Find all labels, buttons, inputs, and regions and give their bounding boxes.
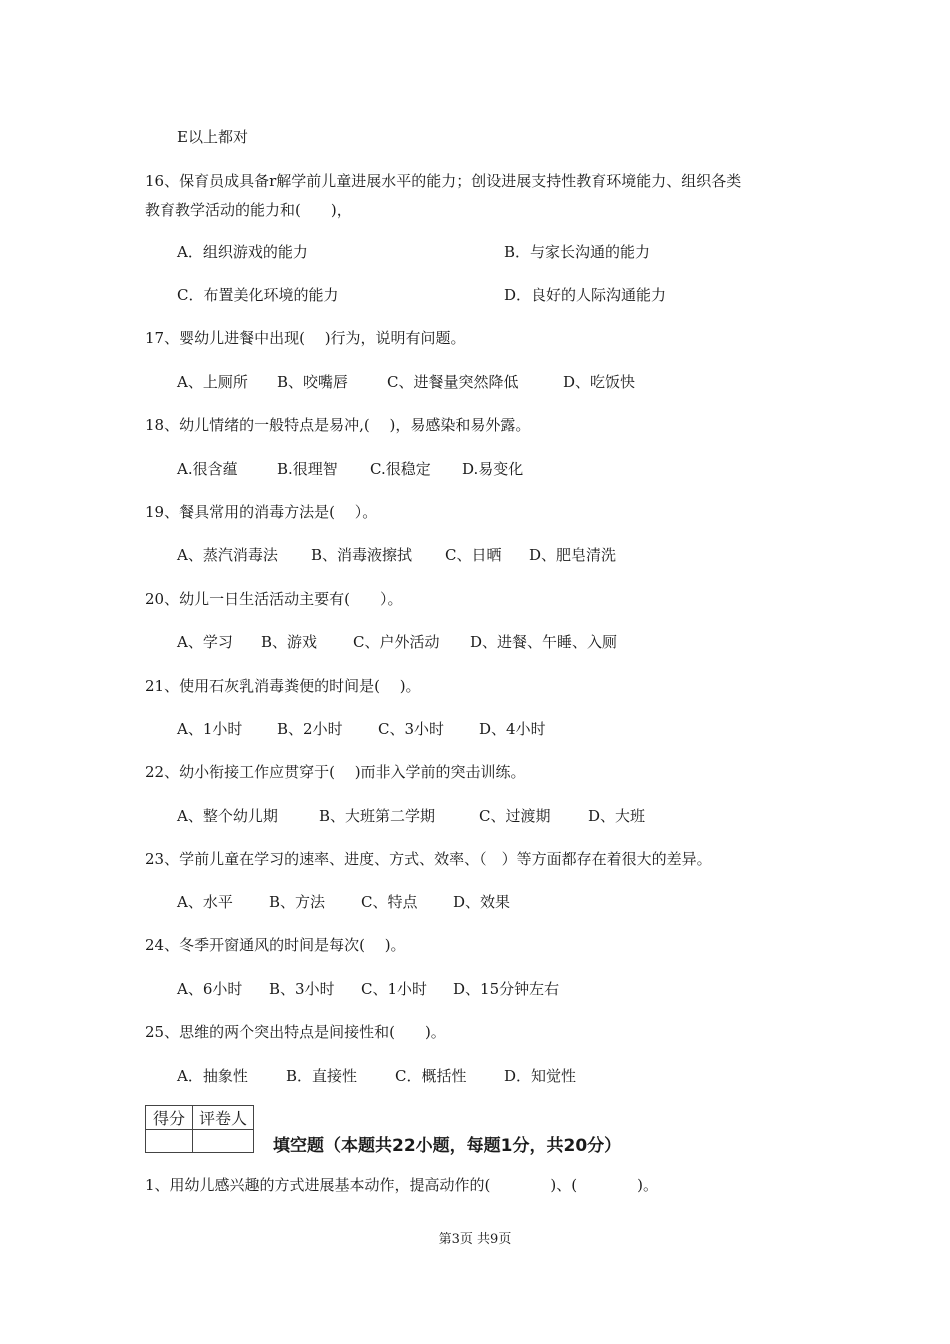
q16-option-b: B．与家长沟通的能力 bbox=[504, 243, 651, 261]
q18-option-a: A.很含蕴 bbox=[177, 460, 238, 478]
option-e: E以上都对 bbox=[177, 128, 248, 146]
q22-option-d: D、大班 bbox=[588, 807, 646, 825]
q22-option-c: C、过渡期 bbox=[479, 807, 551, 825]
q22-option-a: A、整个幼儿期 bbox=[177, 807, 278, 825]
q22-option-b: B、大班第二学期 bbox=[319, 807, 436, 825]
grader-label: 评卷人 bbox=[193, 1106, 254, 1130]
question-18-stem: 18、幼儿情绪的一般特点是易冲,( )，易感染和易外露。 bbox=[145, 416, 531, 434]
q23-option-a: A、水平 bbox=[177, 893, 233, 911]
q17-option-a: A、上厕所 bbox=[177, 373, 248, 391]
q17-option-c: C、进餐量突然降低 bbox=[387, 373, 519, 391]
q20-option-d: D、进餐、午睡、入厕 bbox=[470, 633, 618, 651]
q16-option-a: A．组织游戏的能力 bbox=[177, 243, 308, 261]
question-23-stem: 23、学前儿童在学习的速率、进度、方式、效率、（ ）等方面都存在着很大的差异。 bbox=[145, 850, 712, 868]
question-25-stem: 25、思维的两个突出特点是间接性和( )。 bbox=[145, 1023, 446, 1041]
question-16-stem: 16、保育员成具备r解学前儿童进展水平的能力；创设进展支持性教育环境能力、组织各类 bbox=[145, 172, 742, 190]
grader-cell bbox=[193, 1130, 254, 1153]
q16-option-c: C．布置美化环境的能力 bbox=[177, 286, 339, 304]
section-title: 填空题（本题共22小题，每题1分，共20分） bbox=[273, 1136, 622, 1156]
q19-option-a: A、蒸汽消毒法 bbox=[177, 546, 278, 564]
question-17-stem: 17、婴幼儿进餐中出现( )行为，说明有问题。 bbox=[145, 329, 466, 347]
score-cell bbox=[146, 1130, 193, 1153]
q24-option-a: A、6小时 bbox=[177, 980, 243, 998]
question-21-stem: 21、使用石灰乳消毒粪便的时间是( )。 bbox=[145, 677, 421, 695]
q17-option-b: B、咬嘴唇 bbox=[277, 373, 349, 391]
q21-option-b: B、2小时 bbox=[277, 720, 343, 738]
q23-option-d: D、效果 bbox=[453, 893, 511, 911]
q18-option-c: C.很稳定 bbox=[370, 460, 431, 478]
question-24-stem: 24、冬季开窗通风的时间是每次( )。 bbox=[145, 936, 406, 954]
page-footer: 第3页 共9页 bbox=[438, 1232, 512, 1247]
q19-option-b: B、消毒液擦拭 bbox=[311, 546, 413, 564]
q23-option-c: C、特点 bbox=[361, 893, 418, 911]
q25-option-c: C．概括性 bbox=[395, 1067, 467, 1085]
q21-option-a: A、1小时 bbox=[177, 720, 243, 738]
q24-option-c: C、1小时 bbox=[361, 980, 428, 998]
q25-option-d: D．知觉性 bbox=[504, 1067, 577, 1085]
question-16-stem-cont: 教育教学活动的能力和( )， bbox=[145, 201, 352, 219]
q20-option-b: B、游戏 bbox=[261, 633, 318, 651]
q18-option-b: B.很理智 bbox=[277, 460, 338, 478]
q18-option-d: D.易变化 bbox=[462, 460, 524, 478]
q25-option-a: A．抽象性 bbox=[177, 1067, 248, 1085]
question-19-stem: 19、餐具常用的消毒方法是( ）。 bbox=[145, 503, 378, 521]
q24-option-d: D、15分钟左右 bbox=[453, 980, 560, 998]
q21-option-d: D、4小时 bbox=[479, 720, 546, 738]
q23-option-b: B、方法 bbox=[269, 893, 326, 911]
score-table bbox=[145, 1105, 254, 1153]
q25-option-b: B．直接性 bbox=[286, 1067, 358, 1085]
q17-option-d: D、吃饭快 bbox=[563, 373, 636, 391]
q24-option-b: B、3小时 bbox=[269, 980, 335, 998]
q19-option-c: C、日晒 bbox=[445, 546, 502, 564]
fill-question-1: 1、用幼儿感兴趣的方式进展基本动作，提高动作的( )、( )。 bbox=[145, 1176, 658, 1194]
q21-option-c: C、3小时 bbox=[378, 720, 445, 738]
q20-option-c: C、户外活动 bbox=[353, 633, 440, 651]
question-20-stem: 20、幼儿一日生活活动主要有( ）。 bbox=[145, 590, 403, 608]
question-22-stem: 22、幼小衔接工作应贯穿于( )而非入学前的突击训练。 bbox=[145, 763, 526, 781]
q16-option-d: D．良好的人际沟通能力 bbox=[504, 286, 667, 304]
q20-option-a: A、学习 bbox=[177, 633, 233, 651]
score-label: 得分 bbox=[146, 1106, 193, 1130]
q19-option-d: D、肥皂清洗 bbox=[529, 546, 617, 564]
